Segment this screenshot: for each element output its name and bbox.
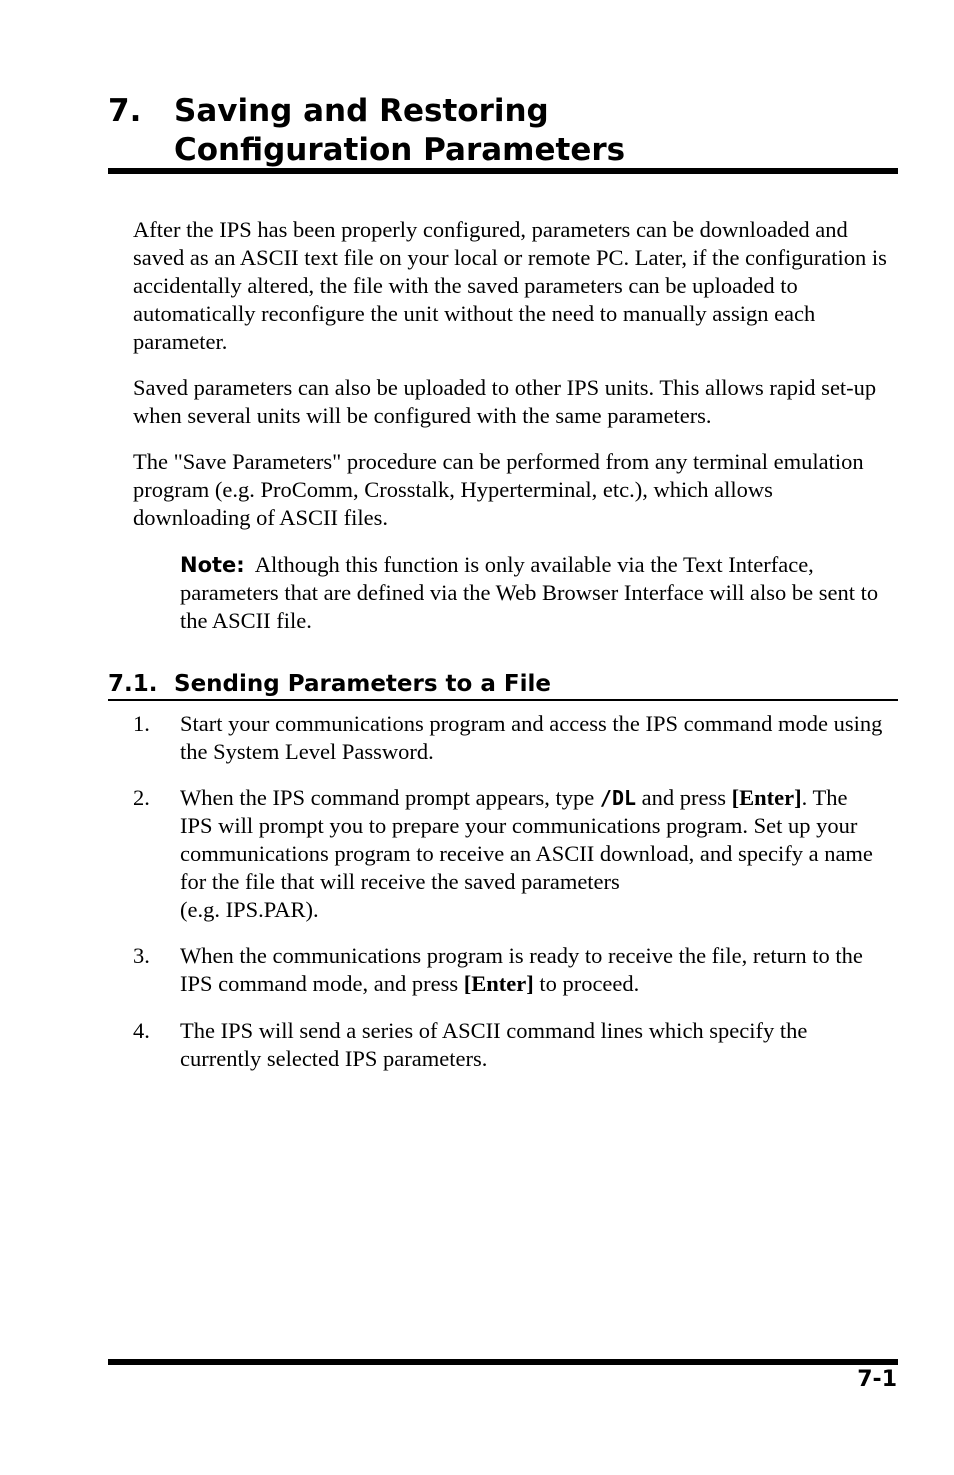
chapter-rule — [108, 168, 898, 174]
step-number: 2. — [133, 785, 150, 810]
list-item — [133, 1017, 883, 1073]
step-text — [180, 784, 883, 924]
command-text: /DL — [599, 786, 637, 810]
intro-paragraph: After the IPS has been properly configured, parameters can be downloaded and saved as an ASCII text file on your local or remote PC. Later, if the configuration is accidentally altered, the file with the saved parameters can be uploaded to automatically reconfigure the unit without the need to manually assign each parameter. — [133, 217, 887, 354]
step-number: 3. — [133, 943, 150, 968]
step-text-part: . The IPS will prompt you to prepare your communications program. Set up your communications program to receive an ASCII download, and specify a name for the file that will receive the saved parameters — [180, 785, 873, 894]
footer-rule — [108, 1359, 898, 1365]
section-number: 7.1. — [108, 671, 158, 697]
key-text: [Enter] — [731, 785, 802, 810]
key-text: [Enter] — [463, 971, 534, 996]
upload-paragraph: Saved parameters can also be uploaded to other IPS units. This allows rapid set-up when several units will be configured with the same parameters. — [133, 375, 877, 428]
list-item — [133, 784, 883, 924]
step-text-part: (e.g. IPS.PAR). — [180, 897, 319, 922]
step-number: 1. — [133, 711, 150, 736]
procedure-paragraph: The "Save Parameters" procedure can be performed from any terminal emulation program (e.g. ProComm, Crosstalk, Hyperterminal, etc.), which allows downloading of ASCII files. — [133, 449, 864, 530]
step-number: 4. — [133, 1018, 150, 1043]
note-label: Note: — [180, 553, 245, 577]
step-text-part: to proceed. — [533, 971, 640, 996]
chapter-heading — [108, 92, 898, 170]
chapter-title — [108, 92, 898, 170]
step-text-part: When the communications program is ready to receive the file, return to the IPS command mode, and press — [180, 943, 863, 996]
chapter-title-line2: Configuration Parameters — [174, 132, 626, 168]
step-text-part: and press — [636, 785, 732, 810]
section-title-text: Sending Parameters to a File — [174, 671, 551, 697]
page-number: 7-1 — [857, 1367, 897, 1392]
step-text: The IPS will send a series of ASCII command lines which specify the currently selected IPS parameters. — [180, 1018, 808, 1071]
note-block — [180, 551, 880, 635]
step-text — [180, 942, 883, 998]
chapter-title-line1: Saving and Restoring — [174, 93, 549, 129]
step-text: Start your communications program and access the IPS command mode using the System Level Password. — [180, 711, 883, 764]
chapter-number: 7. — [108, 93, 142, 129]
note-text: Although this function is only available via the Text Interface, parameters that are defined via the Web Browser Interface will also be sent to the ASCII file. — [180, 552, 879, 633]
section-title — [108, 668, 551, 700]
list-item — [133, 942, 883, 998]
list-item — [133, 710, 883, 766]
section-rule — [108, 699, 898, 701]
step-text-part: When the IPS command prompt appears, type — [180, 785, 600, 810]
chapter-title-text — [174, 92, 625, 170]
